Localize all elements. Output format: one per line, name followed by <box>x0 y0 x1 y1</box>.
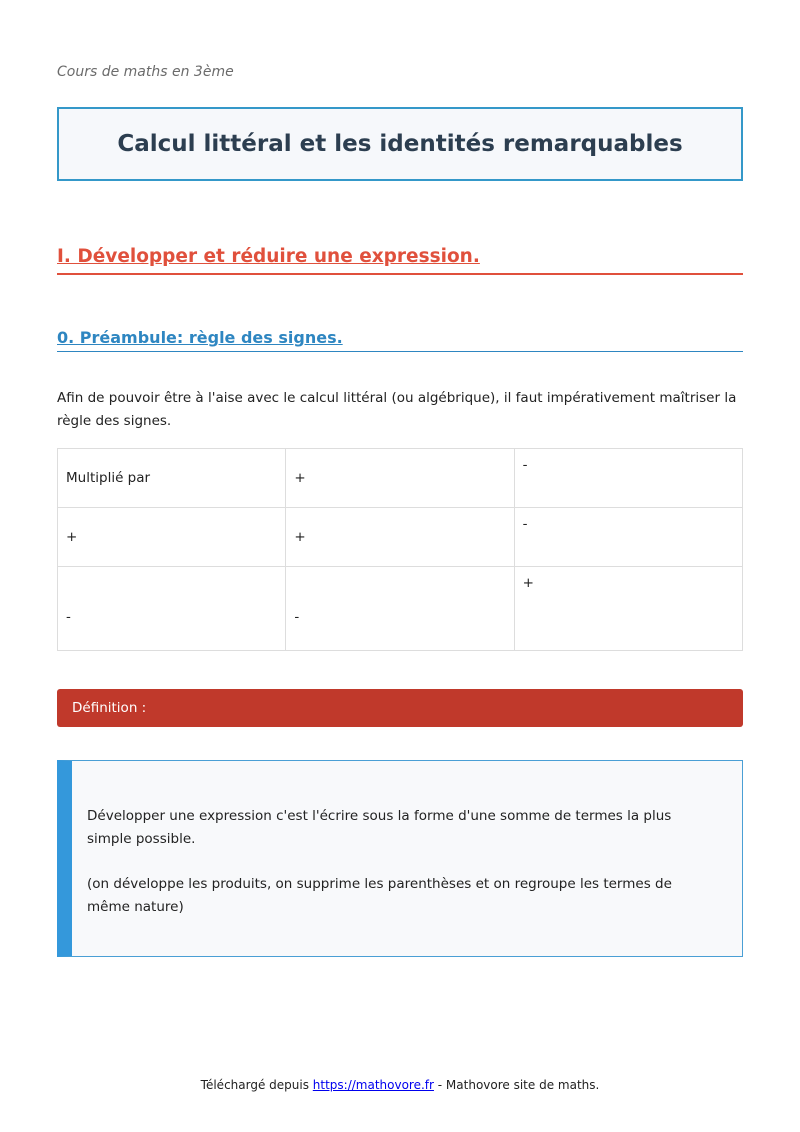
table-cell: - <box>514 449 742 508</box>
footer <box>0 1078 800 1092</box>
section-heading: I. Développer et réduire une expression. <box>57 246 743 275</box>
intro-paragraph: Afin de pouvoir être à l'aise avec le calcul littéral (ou algébrique), il faut impérativement maîtriser la règle des signes. <box>57 390 737 429</box>
title-box <box>57 107 743 181</box>
footer-suffix: - Mathovore site de maths. <box>433 1078 600 1092</box>
page-title: Calcul littéral et les identités remarquables <box>117 131 683 157</box>
table-cell: - <box>286 567 514 651</box>
footer-link[interactable]: https://mathovore.fr <box>312 1078 434 1092</box>
table-row <box>58 508 743 567</box>
table-row <box>58 449 743 508</box>
sign-rule-table <box>57 448 743 651</box>
footer-prefix: Téléchargé depuis <box>200 1078 313 1092</box>
table-cell: - <box>514 508 742 567</box>
definition-note: (on développe les produits, on supprime les parenthèses et on regroupe les termes de même nature) <box>87 876 672 915</box>
table-cell: + <box>286 508 514 567</box>
table-cell: + <box>286 449 514 508</box>
table-cell: - <box>58 567 286 651</box>
table-cell: Multiplié par <box>58 449 286 508</box>
definition-label: Définition : <box>72 700 147 716</box>
table-cell: + <box>514 567 742 651</box>
subsection-heading: 0. Préambule: règle des signes. <box>57 328 743 352</box>
course-subtitle: Cours de maths en 3ème <box>57 64 234 80</box>
definition-paragraph: Développer une expression c'est l'écrire sous la forme d'une somme de termes la plus simple possible. <box>87 808 672 847</box>
table-cell: + <box>58 508 286 567</box>
table-row <box>58 567 743 651</box>
definition-label-bar <box>57 689 743 727</box>
definition-box <box>57 760 743 957</box>
